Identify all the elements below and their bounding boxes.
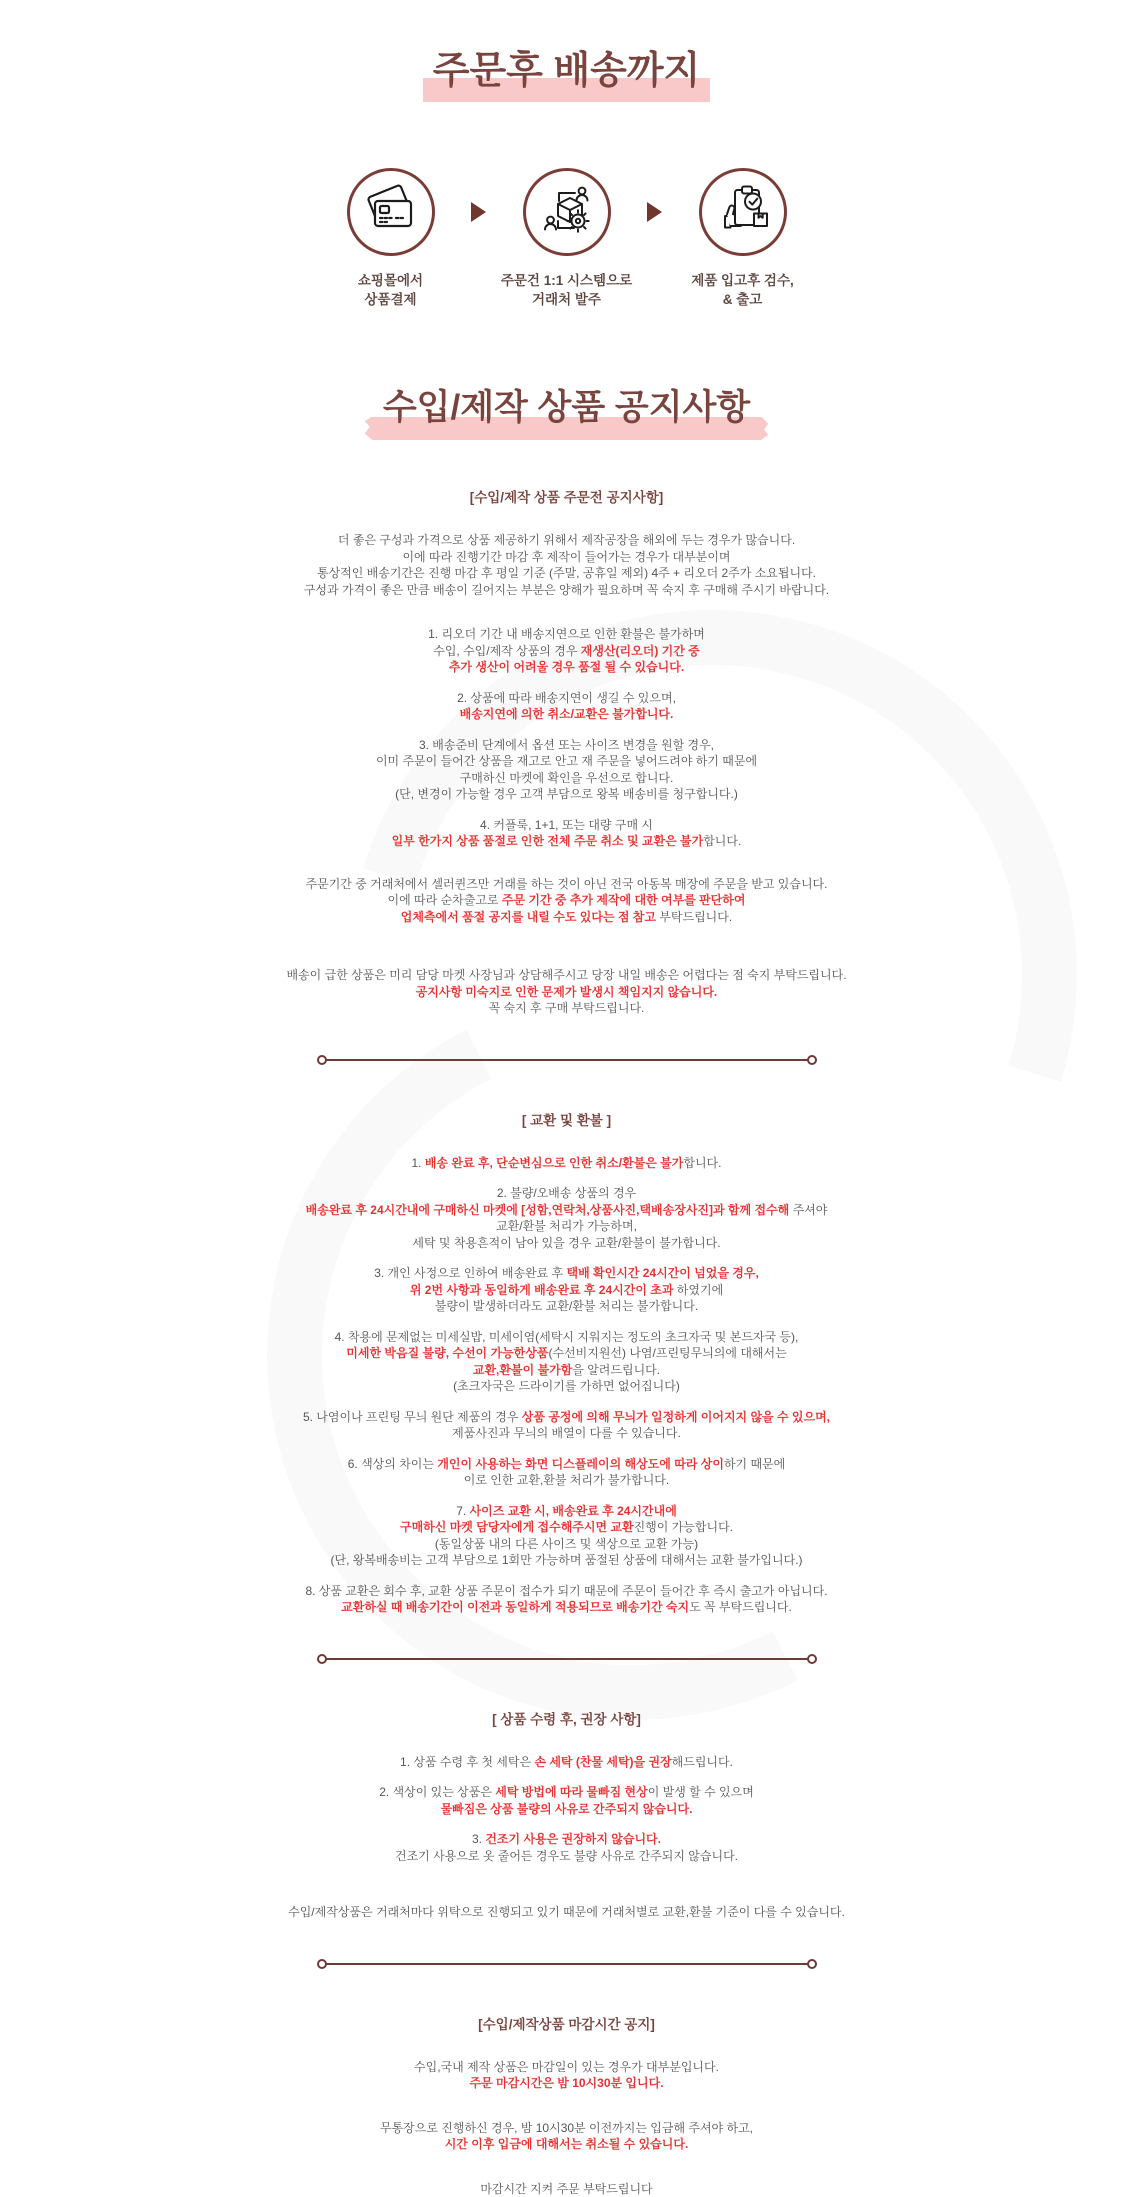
text-line: [227, 737, 907, 754]
text-segment: 재생산(리오더) 기간 중: [581, 644, 700, 658]
text-line: [227, 892, 907, 909]
text-segment: (단, 왕복배송비는 고객 부담으로 1회만 가능하며 품절된 상품에 대해서는 교환 불가입니다.): [331, 1553, 803, 1567]
text-block: [227, 1185, 907, 1251]
text-segment: 배송완료 후 24시간내에 구매하신 마켓에 [성함,연락처,상품사진,택배송장사진]과 함께 접수해: [306, 1203, 790, 1217]
text-segment: 3. 배송준비 단계에서 옵션 또는 사이즈 변경을 원할 경우,: [419, 738, 714, 752]
text-line: [227, 1235, 907, 1252]
text-block: [227, 1904, 907, 1921]
text-segment: 진행이 가능합니다.: [634, 1520, 733, 1534]
text-segment: 주문 마감시간은 밤 10시30분 입니다.: [469, 2076, 663, 2090]
text-segment: 수입,국내 제작 상품은 마감일이 있는 경우가 대부분입니다.: [414, 2060, 719, 2074]
text-line: [227, 909, 907, 926]
text-segment: 제품사진과 무늬의 배열이 다를 수 있습니다.: [452, 1426, 681, 1440]
text-segment: 3.: [472, 1832, 485, 1846]
text-segment: 수입, 수입/제작 상품의 경우: [433, 644, 581, 658]
text-segment: 배송지연에 의한 취소/교환은 불가합니다.: [460, 707, 674, 721]
text-line: [227, 876, 907, 893]
text-line: [227, 1265, 907, 1282]
notice-title-wrap: [217, 385, 917, 438]
step-payment: [303, 168, 479, 309]
text-segment: 이 발생 할 수 있으며: [648, 1785, 754, 1799]
page-content: [217, 0, 917, 2197]
order-process-steps: [217, 168, 917, 309]
text-line: [227, 1329, 907, 1346]
text-line: [227, 626, 907, 643]
text-segment: (단, 변경이 가능할 경우 고객 부담으로 왕복 배송비를 청구합니다.): [395, 787, 738, 801]
step-caption-line: & 출고: [691, 290, 794, 309]
text-line: [227, 549, 907, 566]
text-segment: (수선비지원선) 나염/프린팅무늬의에 대해서는: [548, 1346, 786, 1360]
text-segment: 더 좋은 구성과 가격으로 상품 제공하기 위해서 제작공장을 해외에 두는 경우가 많습니다.: [338, 533, 795, 547]
text-segment: 건조기 사용으로 옷 줄어든 경우도 불량 사유로 간주되지 않습니다.: [395, 1849, 738, 1863]
text-segment: 시간 이후 입금에 대해서는 취소될 수 있습니다.: [445, 2137, 689, 2151]
text-segment: 개인이 사용하는 화면 디스플레이의 해상도에 따라 상이: [437, 1457, 724, 1471]
step-caption-line: 거래처 발주: [501, 290, 632, 309]
step-caption-line: 제품 입고후 검수,: [691, 271, 794, 290]
hero-title-wrap: [217, 0, 917, 104]
text-line: [227, 1536, 907, 1553]
text-line: [227, 706, 907, 723]
text-line: [227, 817, 907, 834]
text-segment: (동일상품 내의 다른 사이즈 및 색상으로 교환 가능): [435, 1537, 698, 1551]
text-segment: 상품 공정에 의해 무늬가 일정하게 이어지지 않을 수 있으며,: [522, 1410, 830, 1424]
text-line: [227, 1345, 907, 1362]
text-segment: 업체측에서 품절 공지를 내릴 수도 있다는 점 참고: [401, 910, 656, 924]
text-segment: 8. 상품 교환은 회수 후, 교환 상품 주문이 접수가 되기 때문에 주문이 들어간 후 즉시 출고가 아닙니다.: [305, 1584, 827, 1598]
text-segment: 1. 리오더 기간 내 배송지연으로 인한 환불은 불가하며: [428, 627, 705, 641]
text-segment: 이에 따라 진행기간 마감 후 제작이 들어가는 경우가 대부분이며: [402, 550, 730, 564]
text-block: [227, 967, 907, 1017]
text-line: [227, 2120, 907, 2137]
text-segment: 하기 때문에: [724, 1457, 785, 1471]
text-block: [227, 1754, 907, 1771]
text-line: [227, 1378, 907, 1395]
step-caption-line: 쇼핑몰에서: [358, 271, 423, 290]
text-segment: 공지사항 미숙지로 인한 문제가 발생시 책임지지 않습니다.: [416, 985, 718, 999]
text-block: [227, 1831, 907, 1864]
text-segment: 합니다.: [703, 834, 741, 848]
text-segment: 수입/제작상품은 거래처마다 위탁으로 진행되고 있기 때문에 거래처별로 교환,환불 기준이 다를 수 있습니다.: [288, 1905, 845, 1919]
divider-endpoint: [317, 1055, 327, 1065]
text-block: [227, 1329, 907, 1395]
text-segment: 구매하신 마켓 담당자에게 접수해주시면 교환: [400, 1520, 634, 1534]
divider-endpoint: [807, 1959, 817, 1969]
step-caption: [358, 271, 423, 309]
step-caption: [691, 271, 794, 309]
text-line: [227, 1456, 907, 1473]
text-segment: 2. 색상이 있는 상품은: [379, 1785, 495, 1799]
text-line: [227, 753, 907, 770]
text-segment: 주셔야: [789, 1203, 827, 1217]
text-segment: 택배 확인시간 24시간이 넘었을 경우,: [567, 1266, 759, 1280]
text-line: [227, 770, 907, 787]
text-segment: 세탁 및 착용흔적이 남아 있을 경우 교환/환불이 불가합니다.: [412, 1236, 720, 1250]
text-segment: 무통장으로 진행하신 경우, 밤 10시30분 이전까지는 입금해 주셔야 하고,: [380, 2121, 753, 2135]
step-caption-line: 상품결제: [358, 290, 423, 309]
text-segment: 일부 한가지 상품 품절로 인한 전체 주문 취소 및 교환은 불가: [392, 834, 704, 848]
text-segment: 세탁 방법에 따라 물빠짐 현상: [495, 1785, 647, 1799]
text-line: [227, 582, 907, 599]
text-segment: 건조기 사용은 권장하지 않습니다.: [485, 1832, 661, 1846]
text-block: [227, 876, 907, 926]
text-block: [227, 626, 907, 676]
inspection-shipping-icon: [713, 180, 773, 245]
text-segment: 교환/환불 처리가 가능하며,: [496, 1219, 637, 1233]
text-segment: 구성과 가격이 좋은 만큼 배송이 길어지는 부분은 양해가 필요하며 꼭 숙지 후 구매해 주시기 바랍니다.: [304, 583, 829, 597]
text-segment: 1.: [412, 1156, 425, 1170]
hero-title: 주문후 배송까지: [433, 46, 701, 96]
text-segment: 7.: [456, 1504, 469, 1518]
text-line: [227, 1784, 907, 1801]
text-segment: 불량이 발생하더라도 교환/환불 처리는 불가합니다.: [435, 1299, 698, 1313]
text-segment: 꼭 숙지 후 구매 부탁드립니다.: [489, 1001, 645, 1015]
text-line: [227, 2075, 907, 2092]
text-segment: 미세한 박음질 불량, 수선이 가능한상품: [346, 1346, 548, 1360]
text-segment: 2. 상품에 따라 배송지연이 생길 수 있으며,: [457, 691, 676, 705]
text-line: [227, 1754, 907, 1771]
divider-endpoint: [807, 1654, 817, 1664]
divider-endpoint: [807, 1055, 817, 1065]
text-segment: 부탁드립니다.: [656, 910, 732, 924]
text-segment: (초크자국은 드라이기를 가하면 없어집니다): [453, 1379, 680, 1393]
text-segment: 추가 생산이 어려울 경우 품절 될 수 있습니다.: [449, 660, 684, 674]
text-line: [227, 1202, 907, 1219]
text-block: [227, 1409, 907, 1442]
text-line: [227, 1185, 907, 1202]
text-line: [227, 1362, 907, 1379]
text-segment: 이에 따라 순차출고로: [388, 893, 502, 907]
section-divider: [322, 1658, 812, 1660]
text-block: [227, 690, 907, 723]
section-divider: [322, 1059, 812, 1061]
text-line: [227, 2181, 907, 2197]
text-block: [227, 1155, 907, 1172]
text-block: [227, 817, 907, 850]
section-heading: [수입/제작 상품 주문전 공지사항]: [227, 486, 907, 506]
text-segment: 통상적인 배송기간은 진행 마감 후 평일 기준 (주말, 공휴일 제외) 4주 + 리오더 2주가 소요됩니다.: [317, 566, 816, 580]
text-line: [227, 2136, 907, 2153]
text-block: [227, 2059, 907, 2092]
text-segment: 2. 불량/오배송 상품의 경우: [497, 1186, 636, 1200]
step-caption-line: 주문건 1:1 시스템으로: [501, 271, 632, 290]
text-line: [227, 2059, 907, 2076]
text-segment: 주문 기간 중 추가 제작에 대한 여부를 판단하여: [502, 893, 746, 907]
text-segment: 3. 개인 사정으로 인하여 배송완료 후: [374, 1266, 566, 1280]
text-block: [227, 532, 907, 598]
text-block: [227, 1456, 907, 1489]
text-line: [227, 984, 907, 1001]
text-segment: 합니다.: [683, 1156, 721, 1170]
text-segment: 배송 완료 후, 단순변심으로 인한 취소/환불은 불가: [425, 1156, 684, 1170]
text-segment: 4. 커플룩, 1+1, 또는 대량 구매 시: [480, 818, 653, 832]
section-divider: [322, 1963, 812, 1965]
text-line: [227, 1599, 907, 1616]
order-system-icon: [537, 180, 597, 245]
text-segment: 1. 상품 수령 후 첫 세탁은: [400, 1755, 534, 1769]
text-line: [227, 967, 907, 984]
text-line: [227, 786, 907, 803]
text-segment: 하였기에: [673, 1283, 723, 1297]
product-notice-page: [217, 0, 917, 2030]
text-line: [227, 1801, 907, 1818]
text-line: [227, 532, 907, 549]
text-segment: 5. 나염이나 프린팅 무늬 원단 제품의 경우: [303, 1410, 522, 1424]
text-block: [227, 2120, 907, 2153]
text-line: [227, 1472, 907, 1489]
section-heading: [ 교환 및 환불 ]: [227, 1109, 907, 1129]
text-line: [227, 1409, 907, 1426]
step-caption: [501, 271, 632, 309]
credit-card-icon: [361, 180, 421, 245]
text-line: [227, 1519, 907, 1536]
text-line: [227, 1425, 907, 1442]
text-line: [227, 1298, 907, 1315]
text-line: [227, 833, 907, 850]
text-line: [227, 1503, 907, 1520]
section-heading: [ 상품 수령 후, 권장 사항]: [227, 1708, 907, 1728]
text-block: [227, 1583, 907, 1616]
text-segment: 주문기간 중 거래처에서 셀러퀸즈만 거래를 하는 것이 아닌 전국 아동복 매장에 주문을 받고 있습니다.: [306, 877, 828, 891]
step-circle: [523, 168, 611, 256]
step-circle: [699, 168, 787, 256]
text-block: [227, 1265, 907, 1315]
text-line: [227, 565, 907, 582]
text-line: [227, 1155, 907, 1172]
text-block: [227, 737, 907, 803]
text-block: [227, 1784, 907, 1817]
text-segment: 6. 색상의 차이는: [348, 1457, 438, 1471]
text-line: [227, 1904, 907, 1921]
text-line: [227, 1552, 907, 1569]
text-line: [227, 1848, 907, 1865]
text-line: [227, 1282, 907, 1299]
text-segment: 을 알려드립니다.: [572, 1363, 660, 1377]
notice-sections: [227, 486, 907, 2197]
text-line: [227, 643, 907, 660]
text-block: [227, 2181, 907, 2197]
section-heading: [수입/제작상품 마감시간 공지]: [227, 2013, 907, 2033]
divider-endpoint: [317, 1959, 327, 1969]
text-segment: 마감시간 지켜 주문 부탁드립니다: [480, 2182, 652, 2196]
text-line: [227, 1583, 907, 1600]
text-line: [227, 1831, 907, 1848]
text-segment: 이미 주문이 들어간 상품을 재고로 안고 재 주문을 넣어드려야 하기 때문에: [376, 754, 757, 768]
text-line: [227, 690, 907, 707]
text-segment: 교환하실 때 배송기간이 이전과 동일하게 적용되므로 배송기간 숙지: [341, 1600, 689, 1614]
text-segment: 도 꼭 부탁드립니다.: [689, 1600, 792, 1614]
text-segment: 해드립니다.: [672, 1755, 733, 1769]
text-line: [227, 659, 907, 676]
divider-endpoint: [317, 1654, 327, 1664]
step-order-system: [479, 168, 655, 309]
text-line: [227, 1218, 907, 1235]
text-segment: 이로 인한 교환,환불 처리가 불가합니다.: [464, 1473, 669, 1487]
step-inspection-shipping: [655, 168, 831, 309]
text-segment: 4. 착용에 문제없는 미세실밥, 미세이염(세탁시 지워지는 정도의 초크자국 및 본드자국 등),: [335, 1330, 799, 1344]
text-segment: 배송이 급한 상품은 미리 담당 마켓 사장님과 상담해주시고 당장 내일 배송은 어렵다는 점 숙지 부탁드립니다.: [286, 968, 846, 982]
text-segment: 물빠짐은 상품 불량의 사유로 간주되지 않습니다.: [441, 1802, 693, 1816]
text-segment: 손 세탁 (찬물 세탁)을 권장: [534, 1755, 671, 1769]
text-segment: 위 2번 사항과 동일하게 배송완료 후 24시간이 초과: [410, 1283, 674, 1297]
text-line: [227, 1000, 907, 1017]
text-block: [227, 1503, 907, 1569]
notice-title: 수입/제작 상품 공지사항: [383, 385, 750, 431]
step-circle: [347, 168, 435, 256]
text-segment: 교환,환불이 불가함: [473, 1363, 572, 1377]
text-segment: 구매하신 마켓에 확인을 우선으로 합니다.: [460, 771, 674, 785]
text-segment: 사이즈 교환 시, 배송완료 후 24시간내에: [470, 1504, 677, 1518]
